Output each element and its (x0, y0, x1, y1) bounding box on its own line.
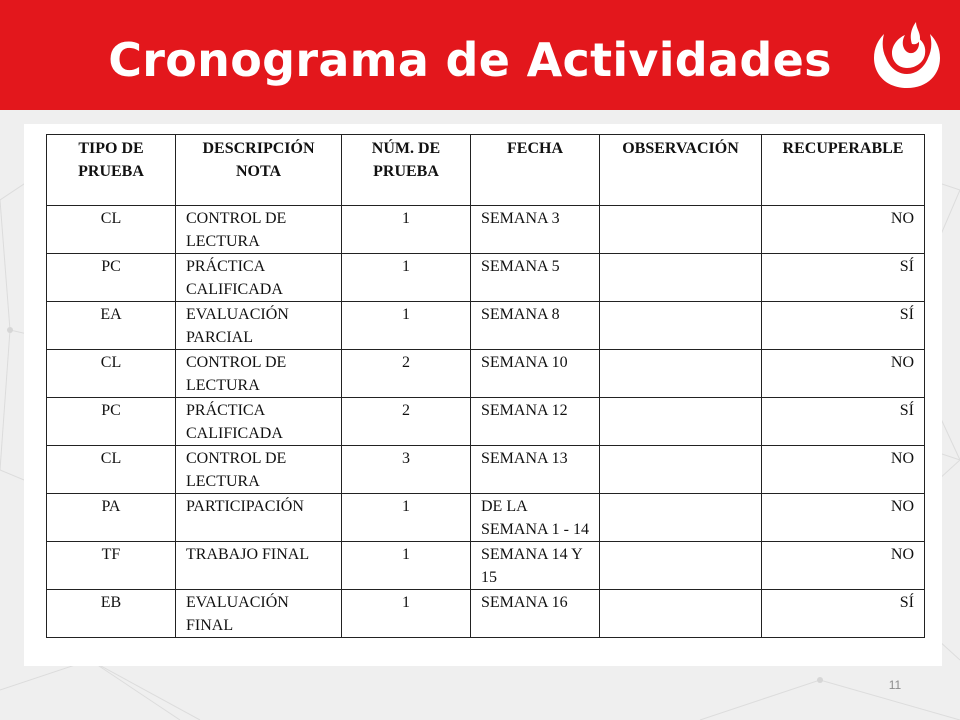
recuperable-cell: SÍ (762, 398, 925, 446)
recuperable-cell: NO (762, 206, 925, 254)
num-cell: 2 (342, 350, 471, 398)
tipo-cell: CL (47, 206, 176, 254)
recuperable-cell: NO (762, 350, 925, 398)
fecha-cell: SEMANA 13 (471, 446, 600, 494)
observacion-cell (600, 302, 762, 350)
tipo-cell: TF (47, 542, 176, 590)
fecha-cell: DE LA SEMANA 1 - 14 (471, 494, 600, 542)
column-header: OBSERVACIÓN (600, 135, 762, 206)
table-row (47, 302, 925, 350)
fecha-cell: SEMANA 8 (471, 302, 600, 350)
tipo-cell: CL (47, 350, 176, 398)
recuperable-cell: NO (762, 494, 925, 542)
table-row (47, 206, 925, 254)
descripcion-cell: PARTICIPACIÓN (176, 494, 342, 542)
recuperable-cell: SÍ (762, 302, 925, 350)
column-header: NÚM. DE PRUEBA (342, 135, 471, 206)
num-cell: 2 (342, 398, 471, 446)
table-row (47, 590, 925, 638)
num-cell: 1 (342, 542, 471, 590)
table-row (47, 254, 925, 302)
observacion-cell (600, 398, 762, 446)
num-cell: 1 (342, 206, 471, 254)
tipo-cell: PA (47, 494, 176, 542)
num-cell: 1 (342, 254, 471, 302)
flame-logo-icon (872, 18, 942, 90)
observacion-cell (600, 542, 762, 590)
table-row (47, 494, 925, 542)
num-cell: 1 (342, 494, 471, 542)
observacion-cell (600, 254, 762, 302)
table-row (47, 542, 925, 590)
descripcion-cell: EVALUACIÓN PARCIAL (176, 302, 342, 350)
fecha-cell: SEMANA 5 (471, 254, 600, 302)
observacion-cell (600, 494, 762, 542)
recuperable-cell: SÍ (762, 254, 925, 302)
descripcion-cell: EVALUACIÓN FINAL (176, 590, 342, 638)
tipo-cell: EA (47, 302, 176, 350)
observacion-cell (600, 206, 762, 254)
table-row (47, 350, 925, 398)
column-header: DESCRIPCIÓN NOTA (176, 135, 342, 206)
descripcion-cell: CONTROL DE LECTURA (176, 446, 342, 494)
table-row (47, 398, 925, 446)
tipo-cell: PC (47, 254, 176, 302)
fecha-cell: SEMANA 10 (471, 350, 600, 398)
fecha-cell: SEMANA 12 (471, 398, 600, 446)
slide-number: 11 (888, 678, 902, 692)
recuperable-cell: NO (762, 542, 925, 590)
recuperable-cell: NO (762, 446, 925, 494)
page-title: Cronograma de Actividades (108, 33, 832, 87)
tipo-cell: EB (47, 590, 176, 638)
table-header-row (47, 135, 925, 206)
observacion-cell (600, 350, 762, 398)
num-cell: 1 (342, 302, 471, 350)
fecha-cell: SEMANA 16 (471, 590, 600, 638)
fecha-cell: SEMANA 14 Y 15 (471, 542, 600, 590)
table-row (47, 446, 925, 494)
descripcion-cell: CONTROL DE LECTURA (176, 206, 342, 254)
fecha-cell: SEMANA 3 (471, 206, 600, 254)
num-cell: 1 (342, 590, 471, 638)
document-sheet (24, 124, 942, 666)
activities-table (46, 134, 925, 638)
descripcion-cell: PRÁCTICA CALIFICADA (176, 254, 342, 302)
title-banner (0, 0, 960, 110)
observacion-cell (600, 590, 762, 638)
descripcion-cell: CONTROL DE LECTURA (176, 350, 342, 398)
descripcion-cell: TRABAJO FINAL (176, 542, 342, 590)
tipo-cell: CL (47, 446, 176, 494)
column-header: RECUPERABLE (762, 135, 925, 206)
tipo-cell: PC (47, 398, 176, 446)
column-header: FECHA (471, 135, 600, 206)
descripcion-cell: PRÁCTICA CALIFICADA (176, 398, 342, 446)
num-cell: 3 (342, 446, 471, 494)
observacion-cell (600, 446, 762, 494)
recuperable-cell: SÍ (762, 590, 925, 638)
column-header: TIPO DE PRUEBA (47, 135, 176, 206)
